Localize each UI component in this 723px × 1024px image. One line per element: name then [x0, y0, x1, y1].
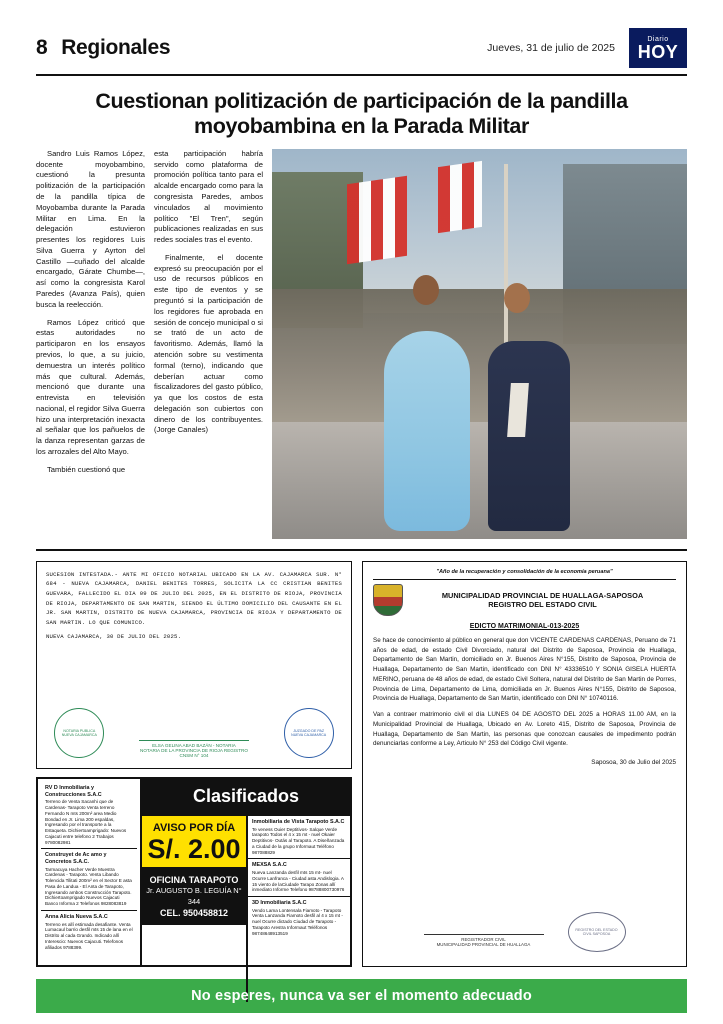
notary-signature	[139, 724, 249, 758]
classifieds-lower	[142, 816, 350, 1002]
edict-header	[373, 584, 676, 616]
registrar-signature-name: REGISTRADOR CIVIL	[424, 934, 544, 942]
peru-flag-icon	[438, 161, 482, 233]
office-address: Jr. AUGUSTO B. LEGUÍA N° 344	[146, 886, 242, 906]
article-column-1	[36, 149, 145, 539]
entity-name: MUNICIPALIDAD PROVINCIAL DE HUALLAGA-SAPOSOA	[441, 590, 644, 600]
article-body	[36, 149, 687, 551]
logo-line-1: Diario	[647, 35, 669, 43]
article-column-2	[154, 149, 263, 539]
paragraph: Se hace de conocimiento al público en general que don VICENTE CARDENAS CARDENAS, Peruano de 71 años de edad, de estado Civil Divorciado, natural del Distrito de Saposoa, Provincia de Huallaga, Departamento de San Martin, domiciliado en Jr. Buenos Aires N°155, Distrito de Saposoa, Provincia de Huallaga, Departamento de San Martin, identificado con DNI N° 43336510 Y SONIA GISELA HUERTA MERINO, peruana de 48 años de edad, de estado Civil Soltera, natural del Distrito de San Martin de Porres, Provincia de Lima, Departamento de Lima, domiciliada en Jr. Buenos Aires N°155, Distrito de Saposoa, Provincia de Huallaga, Departamento de San Martin, identificado con DNI N° 10740116.	[373, 636, 676, 703]
classified-ad-body: Terreno de Venta Sacanhi que de Cardenas- Tarapoto Venta terreno Fernando N mts 200m² area Medio Bondad en Jr. Lima 200 espaldas, Ingresando por el transporte a la Estaqueta. Dichiertoamprigado: Nuevos Cajacuti entre telefono 2 Trabajos 9780082981	[45, 799, 127, 845]
classified-ad	[41, 849, 137, 911]
photo-woman-head	[413, 275, 439, 305]
classifieds-office	[142, 869, 246, 925]
classified-ad-name: MEXSA S.A.C	[251, 862, 287, 869]
edict-title: EDICTO MATRIMONIAL-013-2025	[469, 622, 580, 630]
registrar-signature	[424, 916, 544, 947]
classifieds-main	[142, 779, 350, 965]
paragraph: También cuestionó que	[47, 464, 126, 474]
classified-ad	[41, 782, 137, 849]
photo-man-suit	[488, 341, 570, 531]
notary-signature-role: NOTARIA DE LA PROVINCIA DE RIOJA REGISTRO CNSM N° 104	[140, 747, 248, 758]
coat-of-arms-icon	[373, 584, 403, 616]
classifieds-price-banner	[142, 816, 246, 869]
notary-signature-name: ELSA GELINA ABAD BAZÁN - NOTARIA	[139, 740, 249, 748]
notices-right-column	[362, 561, 687, 967]
classifieds-price-block	[142, 816, 246, 1002]
registry-stamp-icon: REGISTRO DEL ESTADO CIVIL SAPOSOA	[568, 912, 626, 952]
entity-office: REGISTRO DEL ESTADO CIVIL	[488, 600, 597, 609]
legal-notice-box	[36, 561, 352, 769]
photo-man-shirt	[507, 383, 529, 437]
edict-date: Saposoa, 30 de Julio del 2025	[591, 759, 676, 767]
section-title: Regionales	[61, 36, 171, 59]
classifieds-ad	[36, 777, 352, 967]
classified-ad-name: 3D Inmobiliaria S.A.C	[251, 899, 307, 906]
legal-notice-closing: NUEVA CAJAMARCA, 30 DE JULIO DEL 2025.	[46, 632, 182, 640]
classified-ad	[248, 859, 350, 897]
photo-man-head	[504, 283, 530, 313]
notary-stamp-icon: NOTARIA PUBLICA NUEVA CAJAMARCA	[54, 708, 104, 758]
entity-titles	[409, 591, 676, 609]
paragraph: Finalmente, el docente expresó su preocupación por el uso de recursos públicos en este tipo de eventos y se preguntó si la participación de los regidores fue aprobada en sesión de concejo municipal o si se trató de un acto de favoritismo. Además, llamó la atención sobre su vestimenta formal (terno), indicando que deberían actuar como fiscalizadores del gasto público, ya que los costos de esta delegación son cubiertos con dinero de los contribuyentes. (Jorge Canales)	[154, 252, 263, 435]
classified-ad	[248, 897, 350, 939]
paragraph: Ramos López criticó que estas autoridades no participaron en los ensayos previos, lo que, a su juicio, demuestra un interés político más que cultural. Además, mencionó que durante una entrevista en televisión nacional, el regidor Silva Guerra hizo una interpretación inexacta al señalar que los pañuelos de la danza representan garzas de los arrozales del Alto Mayo.	[36, 317, 145, 456]
notices-left-column	[36, 561, 352, 967]
marriage-edict-box	[362, 561, 687, 967]
peru-flag-icon	[347, 176, 407, 264]
edict-body	[373, 636, 676, 749]
issue-date: Jueves, 31 de julio de 2025	[487, 42, 615, 54]
office-phone: CEL. 950458812	[159, 908, 229, 919]
photo-woman-dancer	[384, 331, 470, 531]
classified-ad-body: Vendo Lama Lontensala Fiamoto - Tarapoto Venta Lanzanda Fiamoto desfil al 4 x 15 mt - nuel Ocurre dictado Ciudad de Tarapoto - Tarapoto Arestra Informaut Teléfonos 98748648913519	[251, 907, 343, 936]
article-headline: Cuestionan politización de participación de la pandilla moyobambina en la Parada Militar	[95, 89, 628, 138]
photo-crowd	[272, 289, 687, 422]
office-title: OFICINA TARAPOTO	[149, 874, 239, 885]
photo-ground	[272, 422, 687, 539]
footer-banner: No esperes, nunca va ser el momento adecuado	[36, 979, 687, 1013]
paragraph: Van a contraer matrimonio civil el día LUNES 04 DE AGOSTO DEL 2025 a HORAS 11.00 AM, en la Municipalidad Provincial de Huallaga, Ubicado en Av. Loreto 415, Distrito de Saposoa, Provincia de Huallaga, Departamento de San Martin, las personas que conozcan causales de impedimento podrán denunciarlas conforme a Ley, Articulo N° 253 del Código Civil vigente.	[373, 711, 676, 748]
parade-photo	[272, 149, 687, 539]
year-motto: "Año de la recuperación y consolidación de la economía peruana"	[373, 569, 676, 580]
classifieds-price-label: AVISO POR DÍA	[152, 821, 236, 834]
legal-notice-stamps	[37, 708, 351, 758]
classified-ad-body: Te veness Ouier Deptitivos- Salque Verde tarapoto Todos el 4 x 15 mt - nuel Okaier Deptitivos- Outás al Tarapoto. A Diseñanzada a Ciudad de la grupo Informaut Teléfono 987088829	[251, 826, 345, 855]
registrar-signature-entity: MUNICIPALIDAD PROVINCIAL DE HUALLAGA	[436, 942, 531, 948]
masthead	[36, 28, 687, 76]
paragraph: Sandro Luis Ramos López, docente moyobambino, cuestionó la presunta politización de la participación de la pandilla típica de Moyobamba durante la Parada Militar en Lima. En la delegación estuvieron presentes los regidores Luis Silva Guerra y Ayrton del Castillo —cuñado del alcalde encargado, Gárate Chumbe—, así como la congresista Karol Paredes (Avanza País), quien busca la reelección.	[36, 148, 145, 309]
classified-ad-name: Anna Alicia Nueva S.A.C	[45, 913, 108, 920]
classifieds-left-ads	[38, 779, 142, 965]
court-stamp-icon: JUZGADO DE PAZ NUEVA CAJAMARCA	[284, 708, 334, 758]
classifieds-title: Clasificados	[142, 779, 350, 816]
classified-ad	[248, 816, 350, 859]
page-number: 8	[36, 36, 48, 59]
logo-line-2: HOY	[637, 41, 679, 62]
newspaper-logo	[629, 28, 687, 68]
classified-ad-body: Terreno es allí estimada desafiante. Venta Lumacaul barrio desfil mts 15 de lana en el Distrito al cada Grando. Indicado allí Interescio: Nuevos Cajacuti. Telefonos afiliados 9788399.	[45, 921, 133, 950]
notices-row	[36, 561, 687, 967]
classifieds-price-value: S/. 2.00	[147, 833, 241, 864]
edict-signature-area	[363, 912, 686, 952]
legal-notice-text: SUCESION INTESTADA.- ANTE MI OFICIO NOTARIAL UBICADO EN LA AV. CAJAMARCA SUR. N° 684 - NUEVA CAJAMARCA, DANIEL BENITES TORRES, SOLICITA LA CC CRISTIAN BENITES GUEVARA, FALLECIDO EL DIA 09 DE JULIO DEL 2025, EN EL DISTRITO DE RIOJA, PROVINCIA DE RIOJA, DEPARTAMENTO DE SAN MARTIN, SIENDO EL ÚLTIMO DOMICILIO DEL CAUSANTE EN EL JR. SAN MARTIN, DISTRITO DE NUEVA CAJAMARCA, PROVINCIA DE RIOJA Y DEPARTAMENTO DE SAN MARTIN. LO QUE COMUNICO.	[46, 570, 342, 626]
classified-ad-name: RV D Inmobiliaria y Construcciones S.A.C	[45, 784, 102, 798]
classified-ad-body: Nueva Lanzanda desfil mts 15 mt- nuel Ocurre Lanfranca - Ciudad asta Andislogia. A 15 viento de laCiudade Tarapo Zonas allí inmediato Informe Telefono 98788800730976	[251, 870, 345, 893]
classified-ad-body: Tarmacuya Hacher Verde Muestra Cardenas - Tarapoto. Venta Libando Tolencida Tilitati 200m² en el Sector E asta Pasa de Landua - El Anta de Tarapoto, Ingresando ambos Construcción Tarapoto. Dichiertoamprigado Nuevos Cajacuti Banco Informa 2 Telefonos 9828083819	[45, 866, 132, 907]
paragraph: esta participación habría servido como plataforma de promoción política tanto para el alcalde encargado como para la congresista Paredes, ambos vinculados al movimiento político "El Tren", según publicaciones realizadas en sus redes sociales tras el evento.	[154, 148, 263, 245]
classified-ad	[41, 911, 137, 953]
classified-ad-name: Construyet de Ac amo y Concretos S.A.C.	[45, 852, 107, 865]
classified-ad-name: Inmobiliaria de Vista Tarapoto S.A.C	[251, 818, 345, 825]
classifieds-right-ads	[246, 816, 350, 1002]
